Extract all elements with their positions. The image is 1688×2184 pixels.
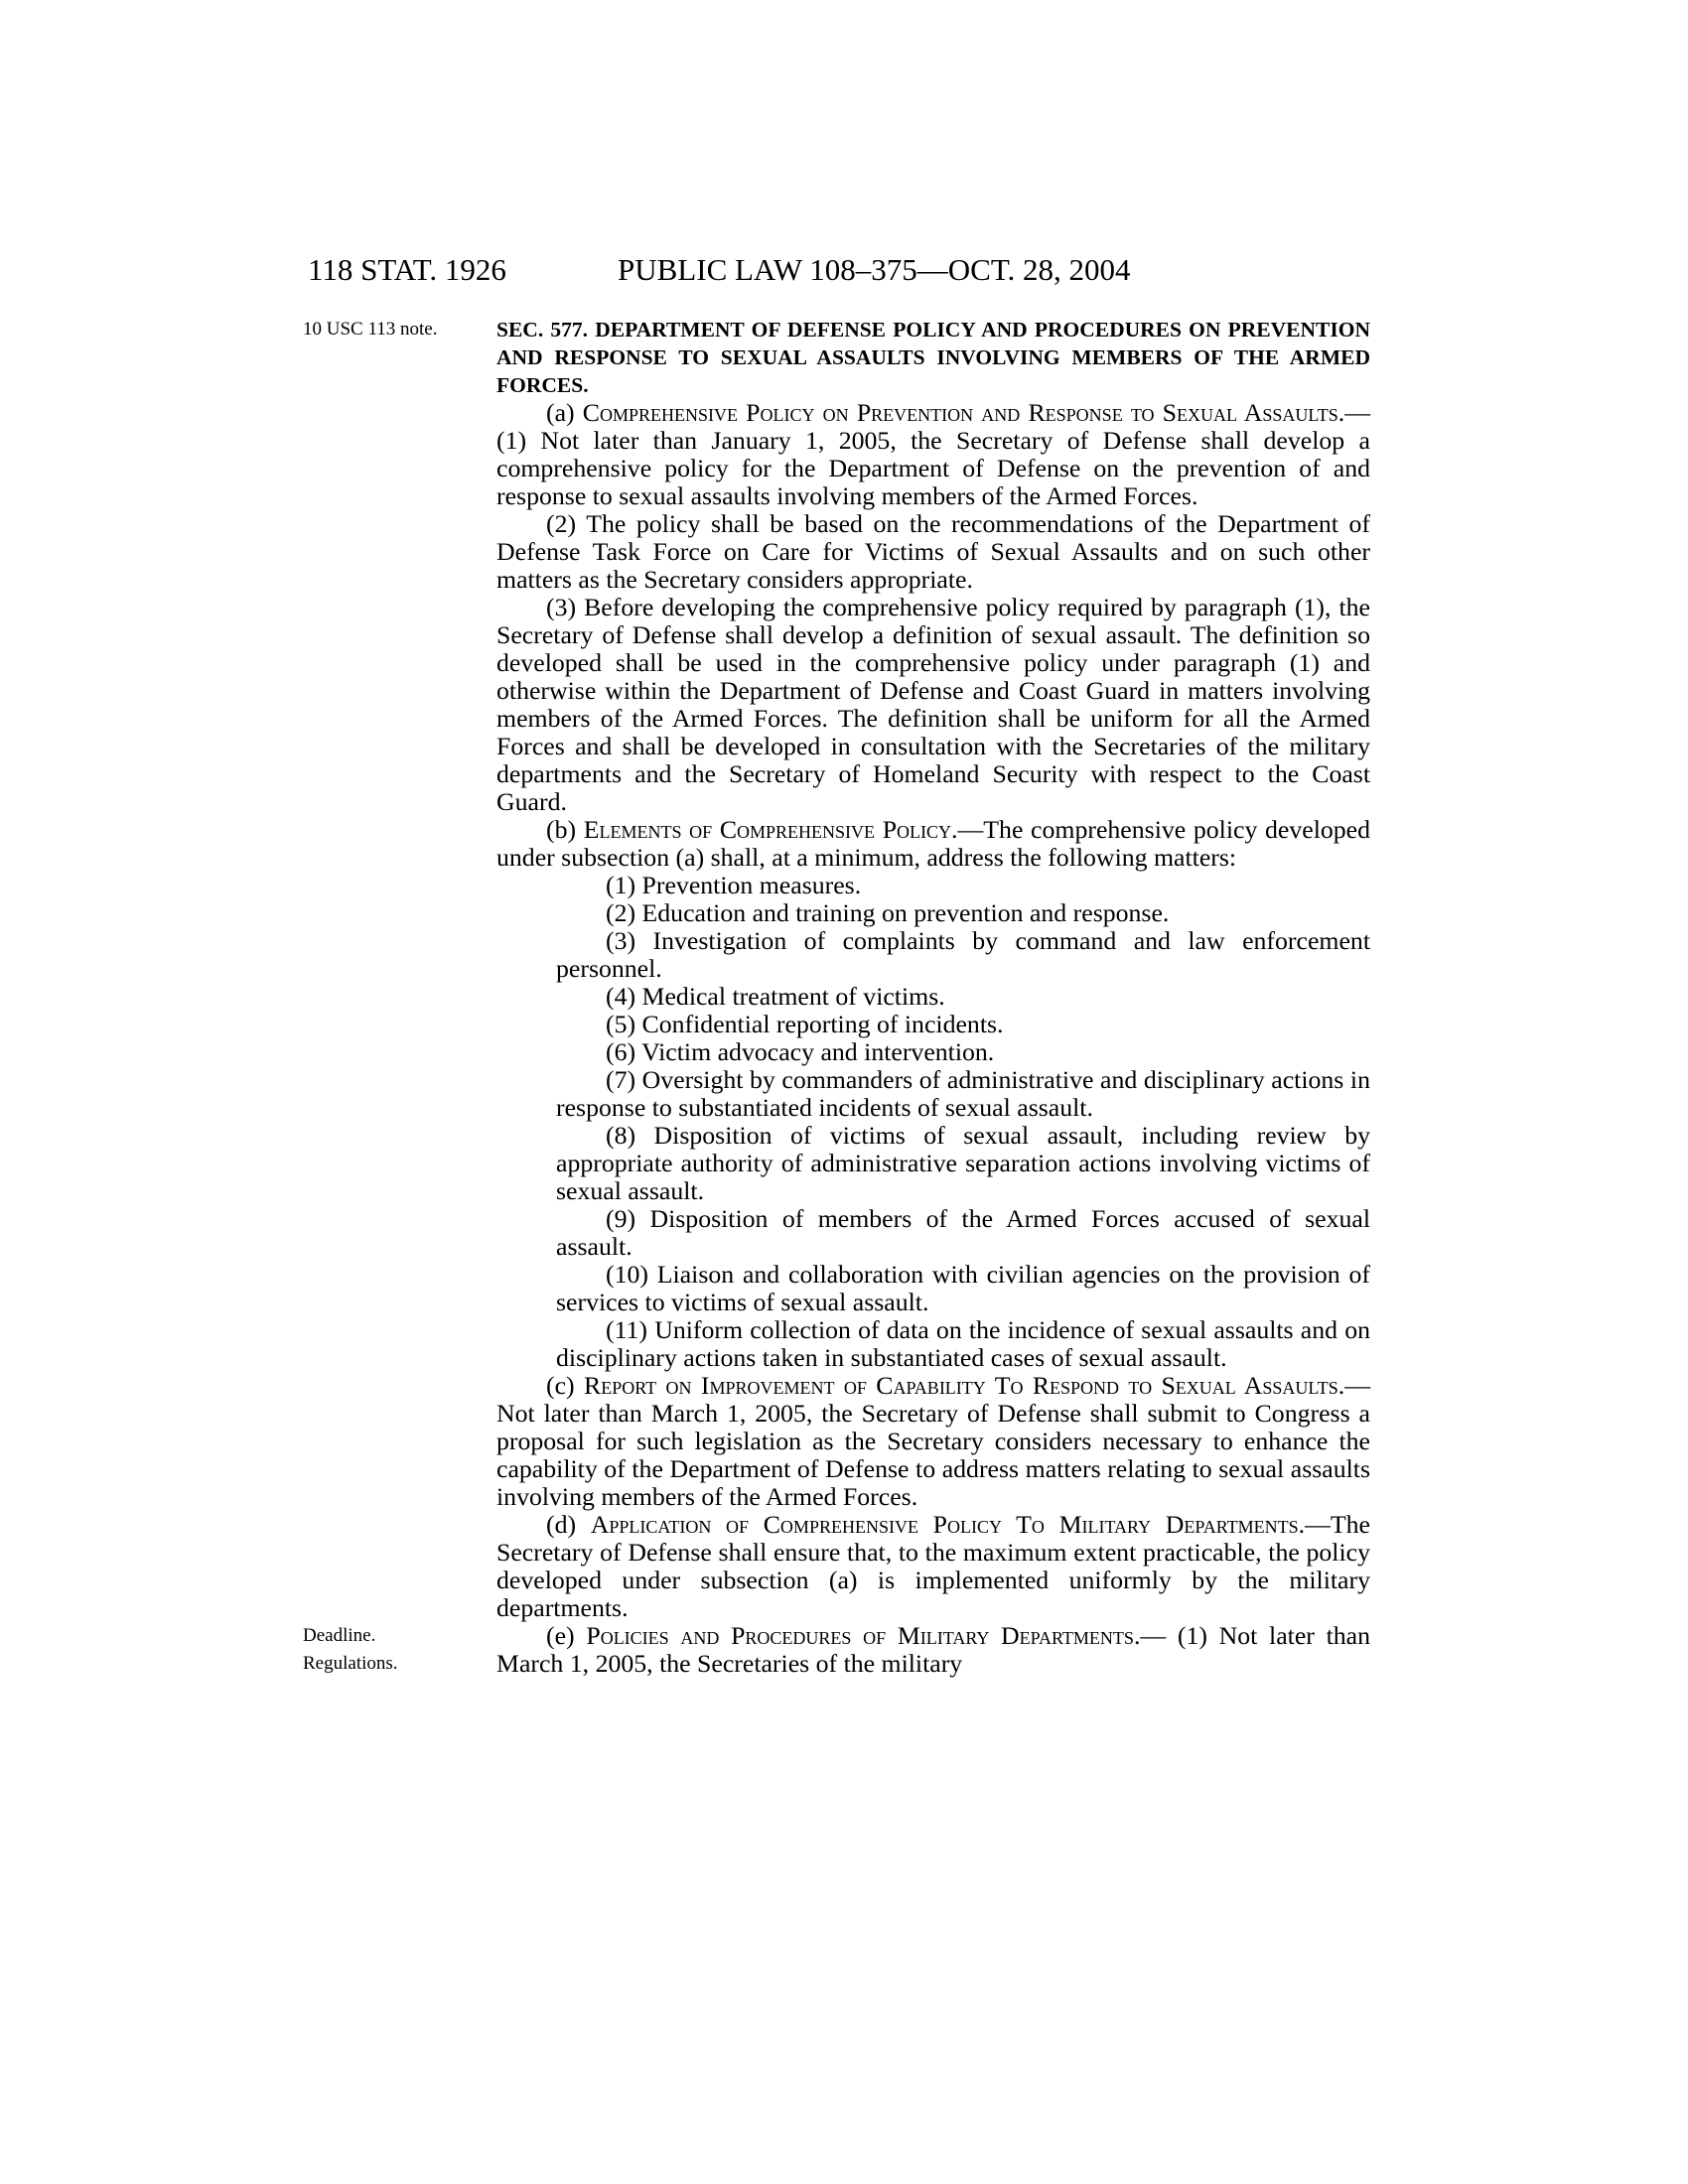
- subsection-a-heading: Comprehensive Policy on Prevention and Response to Sexual Assaults: [582, 398, 1338, 427]
- subsection-a-paragraph-2: (2) The policy shall be based on the recommendations of the Department of Defense Task Force on Care for Victims of Sexual Assaults and on such other matters as the Secretary considers appropriate.: [496, 509, 1370, 594]
- subsection-a-paragraph-1: (a) Comprehensive Policy on Prevention and Response to Sexual Assaults.—(1) Not later than January 1, 2005, the Secretary of Defense shall develop a comprehensive policy for the Department of Defense on the prevention of and response to sexual assaults involving members of the Armed Forces.: [496, 398, 1370, 510]
- list-item: (5) Confidential reporting of incidents.: [606, 1010, 1004, 1038]
- subsection-c-paragraph: (c) Report on Improvement of Capability To Respond to Sexual Assaults.—Not later than March 1, 2005, the Secretary of Defense shall submit to Congress a proposal for such legislation as the Secretary considers necessary to enhance the capability of the Department of Defense to address matters relating to sexual assaults involving members of the Armed Forces.: [496, 1371, 1370, 1511]
- public-law-citation: PUBLIC LAW 108–375—OCT. 28, 2004: [618, 252, 1131, 287]
- list-item: (6) Victim advocacy and intervention.: [606, 1037, 995, 1066]
- margin-note-deadline: Deadline.: [303, 1625, 376, 1646]
- subsection-c-heading: Report on Improvement of Capability To Respond to Sexual Assaults: [584, 1371, 1338, 1400]
- list-item: (1) Prevention measures.: [606, 871, 862, 899]
- list-item: (4) Medical treatment of victims.: [606, 982, 945, 1011]
- subsection-d-paragraph: (d) Application of Comprehensive Policy To Military Departments.—The Secretary of Defense shall ensure that, to the maximum extent practicable, the policy developed under subsection (a) is implemented uniformly by the military departments.: [496, 1510, 1370, 1622]
- list-item: (11) Uniform collection of data on the incidence of sexual assaults and on disciplinary actions taken in substantiated cases of sexual assault.: [556, 1315, 1370, 1372]
- subsection-e-heading: Policies and Procedures of Military Departments: [586, 1621, 1134, 1650]
- subsection-d-heading: Application of Comprehensive Policy To Military Departments: [590, 1510, 1299, 1539]
- list-item: (10) Liaison and collaboration with civilian agencies on the provision of services to victims of sexual assault.: [556, 1260, 1370, 1316]
- running-head: [308, 252, 1370, 292]
- subsection-b-intro: (b) Elements of Comprehensive Policy.—The comprehensive policy developed under subsection (a) shall, at a minimum, address the following matters:: [496, 815, 1371, 872]
- subsection-a-paragraph-3: (3) Before developing the comprehensive policy required by paragraph (1), the Secretary of Defense shall develop a definition of sexual assault. The definition so developed shall be used in the comprehensive policy under paragraph (1) and otherwise within the Department of Defense and Coast Guard in matters involving members of the Armed Forces. The definition shall be uniform for all the Armed Forces and shall be developed in consultation with the Secretaries of the military departments and the Secretary of Homeland Security with respect to the Coast Guard.: [496, 593, 1370, 816]
- margin-note-regulations: Regulations.: [303, 1653, 398, 1674]
- list-item: (2) Education and training on prevention and response.: [606, 898, 1170, 927]
- section-heading: SEC. 577. DEPARTMENT OF DEFENSE POLICY AND PROCEDURES ON PREVENTION AND RESPONSE TO SEXUAL ASSAULTS INVOLVING MEMBERS OF THE ARMED FORCES.: [496, 318, 1370, 397]
- section-body: [496, 399, 1370, 1678]
- list-item: (7) Oversight by commanders of administrative and disciplinary actions in response to substantiated incidents of sexual assault.: [556, 1065, 1370, 1122]
- margin-note-deadline-regulations: [303, 1622, 398, 1678]
- list-item: (3) Investigation of complaints by command and law enforcement personnel.: [556, 926, 1370, 983]
- list-item: (8) Disposition of victims of sexual assault, including review by appropriate authority of administrative separation actions involving victims of sexual assault.: [556, 1121, 1370, 1205]
- stat-page-number: 118 STAT. 1926: [308, 252, 506, 287]
- list-item: (9) Disposition of members of the Armed Forces accused of sexual assault.: [556, 1204, 1370, 1261]
- margin-note-usc: 10 USC 113 note.: [303, 319, 438, 340]
- subsection-b-heading: Elements of Comprehensive Policy: [583, 815, 952, 844]
- subsection-e-paragraph: (e) Policies and Procedures of Military Departments.— (1) Not later than March 1, 2005, the Secretaries of the military: [496, 1621, 1370, 1678]
